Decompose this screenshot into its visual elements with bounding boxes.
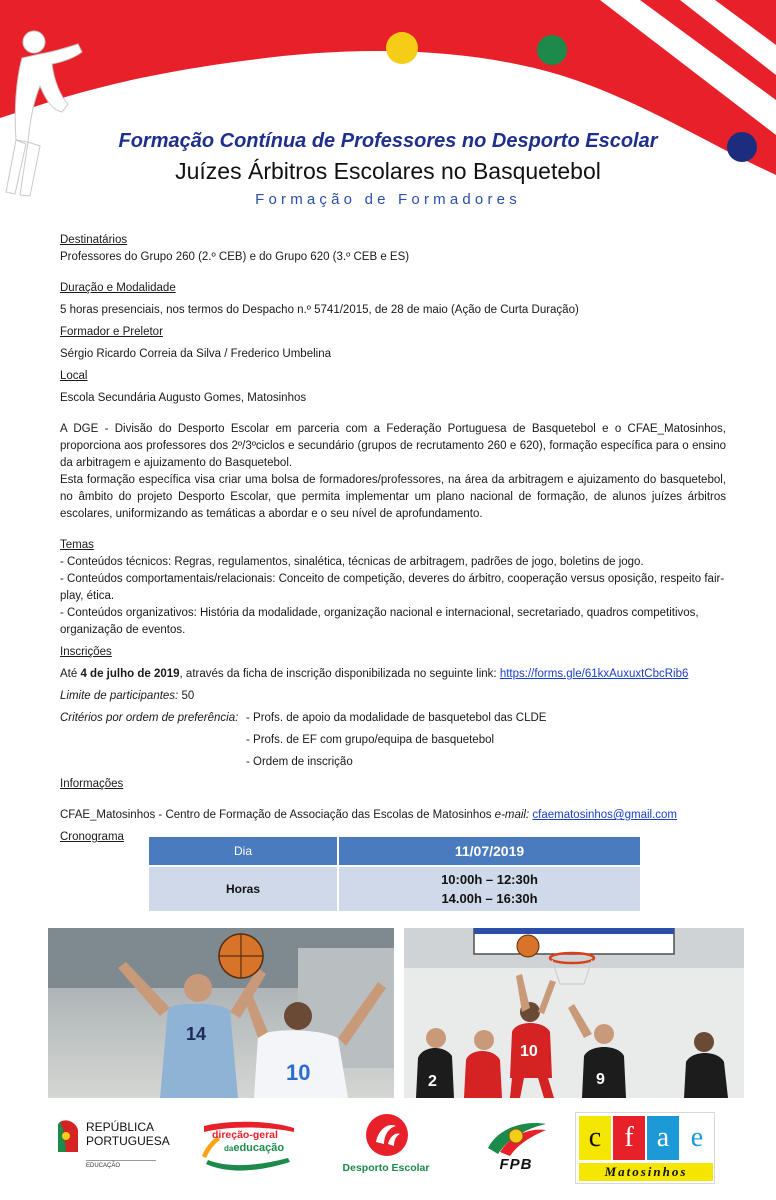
schedule-table <box>147 835 642 913</box>
formador-text: Sérgio Ricardo Correia da Silva / Frederico Umbelina <box>60 348 332 360</box>
fpb-logo <box>484 1118 548 1174</box>
criteria-item: - Profs. de EF com grupo/equipa de basquetebol <box>246 734 495 746</box>
dge-line-2: da <box>224 1144 234 1153</box>
title-line-2: Juízes Árbitros Escolares no Basquetebol <box>175 158 601 184</box>
informacoes-heading: Informações <box>60 778 124 790</box>
destinatarios-text: Professores do Grupo 260 (2.º CEB) e do Grupo 620 (3.º CEB e ES) <box>60 251 410 263</box>
participant-limit <box>60 688 726 705</box>
inscricoes-prefix: Até <box>60 668 81 680</box>
cfae-sub: Matosinhos <box>579 1163 713 1181</box>
republica-portuguesa-logo <box>56 1116 170 1176</box>
local-text: Escola Secundária Augusto Gomes, Matosinhos <box>60 392 307 404</box>
dge-logo <box>198 1116 298 1176</box>
cronograma-heading: Cronograma <box>60 831 124 843</box>
participant-limit-value: 50 <box>178 690 195 702</box>
duracao-text: 5 horas presenciais, nos termos do Despacho n.º 5741/2015, de 28 de maio (Ação de Curta Duração) <box>60 304 579 316</box>
basketball-icon <box>517 935 539 957</box>
criteria-row <box>60 754 726 771</box>
inscricoes-date: 4 de julho de 2019 <box>80 668 180 680</box>
schedule-hours-row <box>149 867 640 911</box>
criteria-label: Critérios por ordem de preferência: <box>60 712 239 724</box>
cfae-logo <box>575 1112 715 1184</box>
fpb-swoosh-icon <box>484 1118 548 1158</box>
cfae-letter-c: c <box>579 1116 611 1160</box>
schedule-header-day: Dia <box>149 837 337 865</box>
registration-link[interactable]: https://forms.gle/61kxAuxuxtCbcRib6 <box>499 668 689 680</box>
criteria-row <box>60 710 726 727</box>
photo-left <box>48 928 394 1098</box>
desporto-escolar-logo <box>336 1112 436 1178</box>
schedule-hours-values <box>339 867 640 911</box>
destinatarios-heading: Destinatários <box>60 234 128 246</box>
temas-item: - Conteúdos comportamentais/relacionais: Conceito de competição, deveres do árbitro, cooperação versus oposição, respeito fair-play, ética. <box>60 573 725 602</box>
criteria-item: - Profs. de apoio da modalidade de basquetebol das CLDE <box>246 712 547 724</box>
portugal-flag-icon <box>56 1118 80 1154</box>
inscricoes-heading: Inscrições <box>60 646 112 658</box>
title-line-3: Formação de Formadores <box>255 191 521 208</box>
basketball-players-photo-left <box>48 928 394 1098</box>
cfae-letter-a: a <box>647 1116 679 1160</box>
basketball-players-photo-right <box>404 928 744 1098</box>
schedule-time-2: 14.00h – 16:30h <box>441 891 538 906</box>
temas-heading: Temas <box>60 539 94 551</box>
title-line-1: Formação Contínua de Professores no Desporto Escolar <box>118 130 658 152</box>
inscricoes-text <box>60 666 726 683</box>
photo-right <box>404 928 744 1098</box>
republica-line-2: PORTUGUESA <box>86 1134 170 1148</box>
schedule-header-date: 11/07/2019 <box>339 837 640 865</box>
inscricoes-middle: , através da ficha de inscrição disponibilizada no seguinte link: <box>179 668 500 680</box>
temas-item: - Conteúdos técnicos: Regras, regulamentos, sinalética, técnicas de arbitragem, padrões de jogo, boletins de jogo. <box>60 556 644 568</box>
email-link[interactable]: cfaematosinhos@gmail.com <box>532 809 678 821</box>
jersey-number: 10 <box>286 1060 311 1085</box>
description-paragraph-1: A DGE - Divisão do Desporto Escolar em parceria com a Federação Portuguesa de Basquetebol e o CFAE_Matosinhos, proporciona aos professores dos 2º/3ºciclos e secundário (grupos de recrutamento 260 e 620), formação específica para o ensino da arbitragem e ajuizamento do Basquetebol. <box>60 423 726 469</box>
criteria-row <box>60 732 726 749</box>
republica-line-1: REPÚBLICA <box>86 1120 155 1134</box>
republica-sub: EDUCAÇÃO <box>86 1160 156 1169</box>
desporto-escolar-icon <box>362 1112 412 1158</box>
email-label: e-mail: <box>494 809 530 821</box>
schedule-hours-label: Horas <box>149 867 337 911</box>
cfae-letter-f: f <box>613 1116 645 1160</box>
informacoes-center: CFAE_Matosinhos - Centro de Formação de Associação das Escolas de Matosinhos <box>60 809 495 821</box>
description-paragraph-2: Esta formação específica visa criar uma bolsa de formadores/professores, na área da arbitragem e ajuizamento do basquetebol, no âmbito do projeto Desporto Escolar, que permita implementar um plano nacional de formação, de alunos juízes árbitros escolares, uniformizando as temáticas a abordar e o seu nível de aprofundamento. <box>60 474 726 520</box>
jersey-number: 10 <box>520 1043 538 1060</box>
participant-limit-label: Limite de participantes: <box>60 690 179 702</box>
schedule-header-row <box>149 837 640 865</box>
temas-item: - Conteúdos organizativos: História da modalidade, organização nacional e internacional, secretariado, quadros competitivos, organização de eventos. <box>60 607 699 636</box>
cfae-letter-e: e <box>681 1116 713 1160</box>
jersey-number: 2 <box>428 1073 437 1090</box>
logo-strip <box>0 1108 776 1198</box>
jersey-number: 9 <box>596 1071 605 1088</box>
yellow-dot <box>386 32 418 64</box>
main-content <box>60 232 726 846</box>
duracao-heading: Duração e Modalidade <box>60 282 176 294</box>
desporto-escolar-text: Desporto Escolar <box>342 1162 430 1174</box>
local-heading: Local <box>60 370 88 382</box>
criteria-item: - Ordem de inscrição <box>246 756 353 768</box>
dge-line-1: direção-geral <box>212 1129 278 1141</box>
schedule-time-1: 10:00h – 12:30h <box>441 872 538 887</box>
informacoes-text <box>60 807 726 824</box>
dge-line-3: educação <box>233 1142 285 1154</box>
formador-heading: Formador e Preletor <box>60 326 163 338</box>
green-dot <box>537 35 567 65</box>
jersey-number: 14 <box>186 1024 207 1044</box>
fpb-text: FPB <box>499 1156 533 1173</box>
